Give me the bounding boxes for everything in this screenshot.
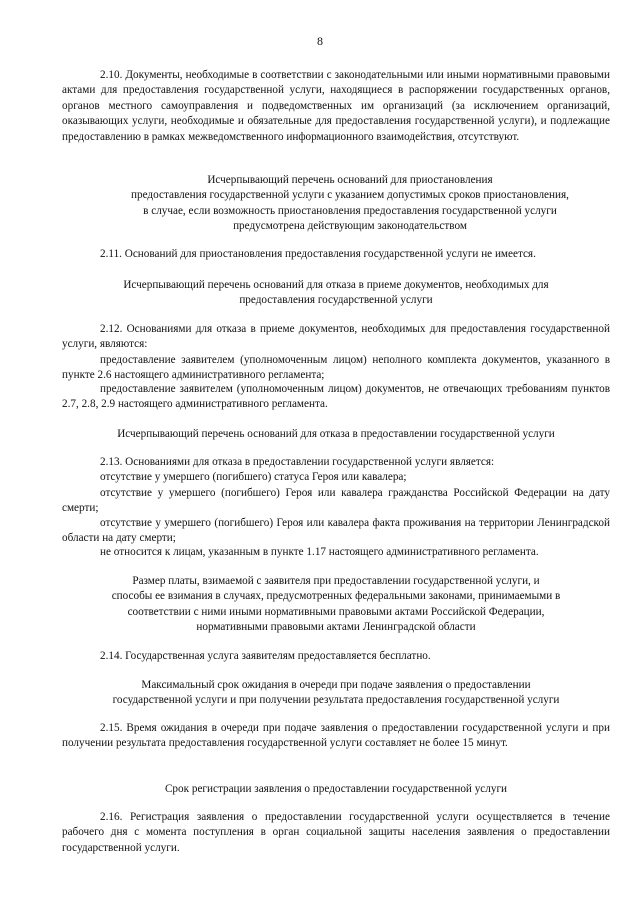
paragraph-2-12-item-1: предоставление заявителем (уполномоченным лицом) неполного комплекта документов, указанного в пункте 2.6 настоящего административного регламента; <box>62 354 610 382</box>
heading-line: предусмотрена действующим законодательством <box>233 220 467 233</box>
heading-line: Максимальный срок ожидания в очереди при подаче заявления о предоставлении <box>141 679 531 691</box>
paragraph-2-11: 2.11. Оснований для приостановления предоставления государственной услуги не имеется. <box>100 248 536 260</box>
heading-line: Размер платы, взимаемой с заявителя при предоставлении государственной услуги, и <box>132 575 540 587</box>
heading-line: соответствии с ними иными нормативными правовыми актами Российской Федерации, <box>127 605 545 618</box>
heading-line: государственной услуги и при получении результата предоставления государственной услуги <box>112 694 560 707</box>
heading-registration: Срок регистрации заявления о предоставлении государственной услуги <box>164 783 508 795</box>
paragraph-2-14: 2.14. Государственная услуга заявителям предоставляется бесплатно. <box>100 650 431 662</box>
paragraph-2-16: 2.16. Регистрация заявления о предоставлении государственной услуги осуществляется в течение рабочего дня с момента поступления в орган социальной защиты населения заявления о предоставлении государственной услуги. <box>62 811 610 854</box>
paragraph-2-13-item-2: отсутствие у умершего (погибшего) Героя или кавалера гражданства Российской Федерации на дату смерти; <box>62 487 610 515</box>
paragraph-2-13-item-1: отсутствие у умершего (погибшего) статуса Героя или кавалера; <box>100 471 407 483</box>
heading-suspension-grounds <box>90 173 610 235</box>
paragraph-2-13-item-3: отсутствие у умершего (погибшего) Героя или кавалера факта проживания на территории Ленинградской области на дату смерти; <box>62 517 610 545</box>
paragraph-2-12: 2.12. Основаниями для отказа в приеме документов, необходимых для предоставления государственной услуги, являются: <box>62 323 610 351</box>
heading-fee <box>62 574 610 636</box>
heading-line: Исчерпывающий перечень оснований для приостановления <box>207 174 493 186</box>
heading-refusal-documents <box>62 278 610 309</box>
paragraph-2-10: 2.10. Документы, необходимые в соответствии с законодательными или иными нормативными правовыми актами для предоставления государственной услуги, находящиеся в распоряжении государственных органов, органов местного самоуправления и подведомственных им организаций (за исключением организаций, оказывающих услуги, необходимые и обязательные для предоставления государственной услуги), и подлежащие предоставлению в рамках межведомственного информационного взаимодействия, отсутствуют. <box>62 69 610 143</box>
heading-line: в случае, если возможность приостановления предоставления государственной услуги <box>143 204 557 217</box>
heading-line: предоставления государственной услуги <box>239 294 433 307</box>
page-number: 8 <box>317 34 323 48</box>
heading-line: предоставления государственной услуги с указанием допустимых сроков приостановления, <box>131 189 569 202</box>
paragraph-2-13-item-4: не относится к лицам, указанным в пункте 1.17 настоящего административного регламента. <box>100 546 539 558</box>
paragraph-2-12-item-2: предоставление заявителем (уполномоченным лицом) документов, не отвечающих требованиям пунктов 2.7, 2.8, 2.9 настоящего административного регламента. <box>62 383 610 411</box>
heading-line: Исчерпывающий перечень оснований для отказа в приеме документов, необходимых для <box>123 279 549 291</box>
heading-refusal-service: Исчерпывающий перечень оснований для отказа в предоставлении государственной услуги <box>117 428 555 440</box>
heading-line: способы ее взимания в случаях, предусмотренных федеральными законами, принимаемыми в <box>111 590 561 603</box>
heading-line: нормативными правовыми актами Ленинградской области <box>196 621 476 634</box>
heading-waiting-time <box>62 678 610 709</box>
paragraph-2-13: 2.13. Основаниями для отказа в предоставлении государственной услуги является: <box>100 456 495 468</box>
paragraph-2-15: 2.15. Время ожидания в очереди при подаче заявления о предоставлении государственной услуги и при получении результата предоставления государственной услуги составляет не более 15 минут. <box>62 722 610 750</box>
